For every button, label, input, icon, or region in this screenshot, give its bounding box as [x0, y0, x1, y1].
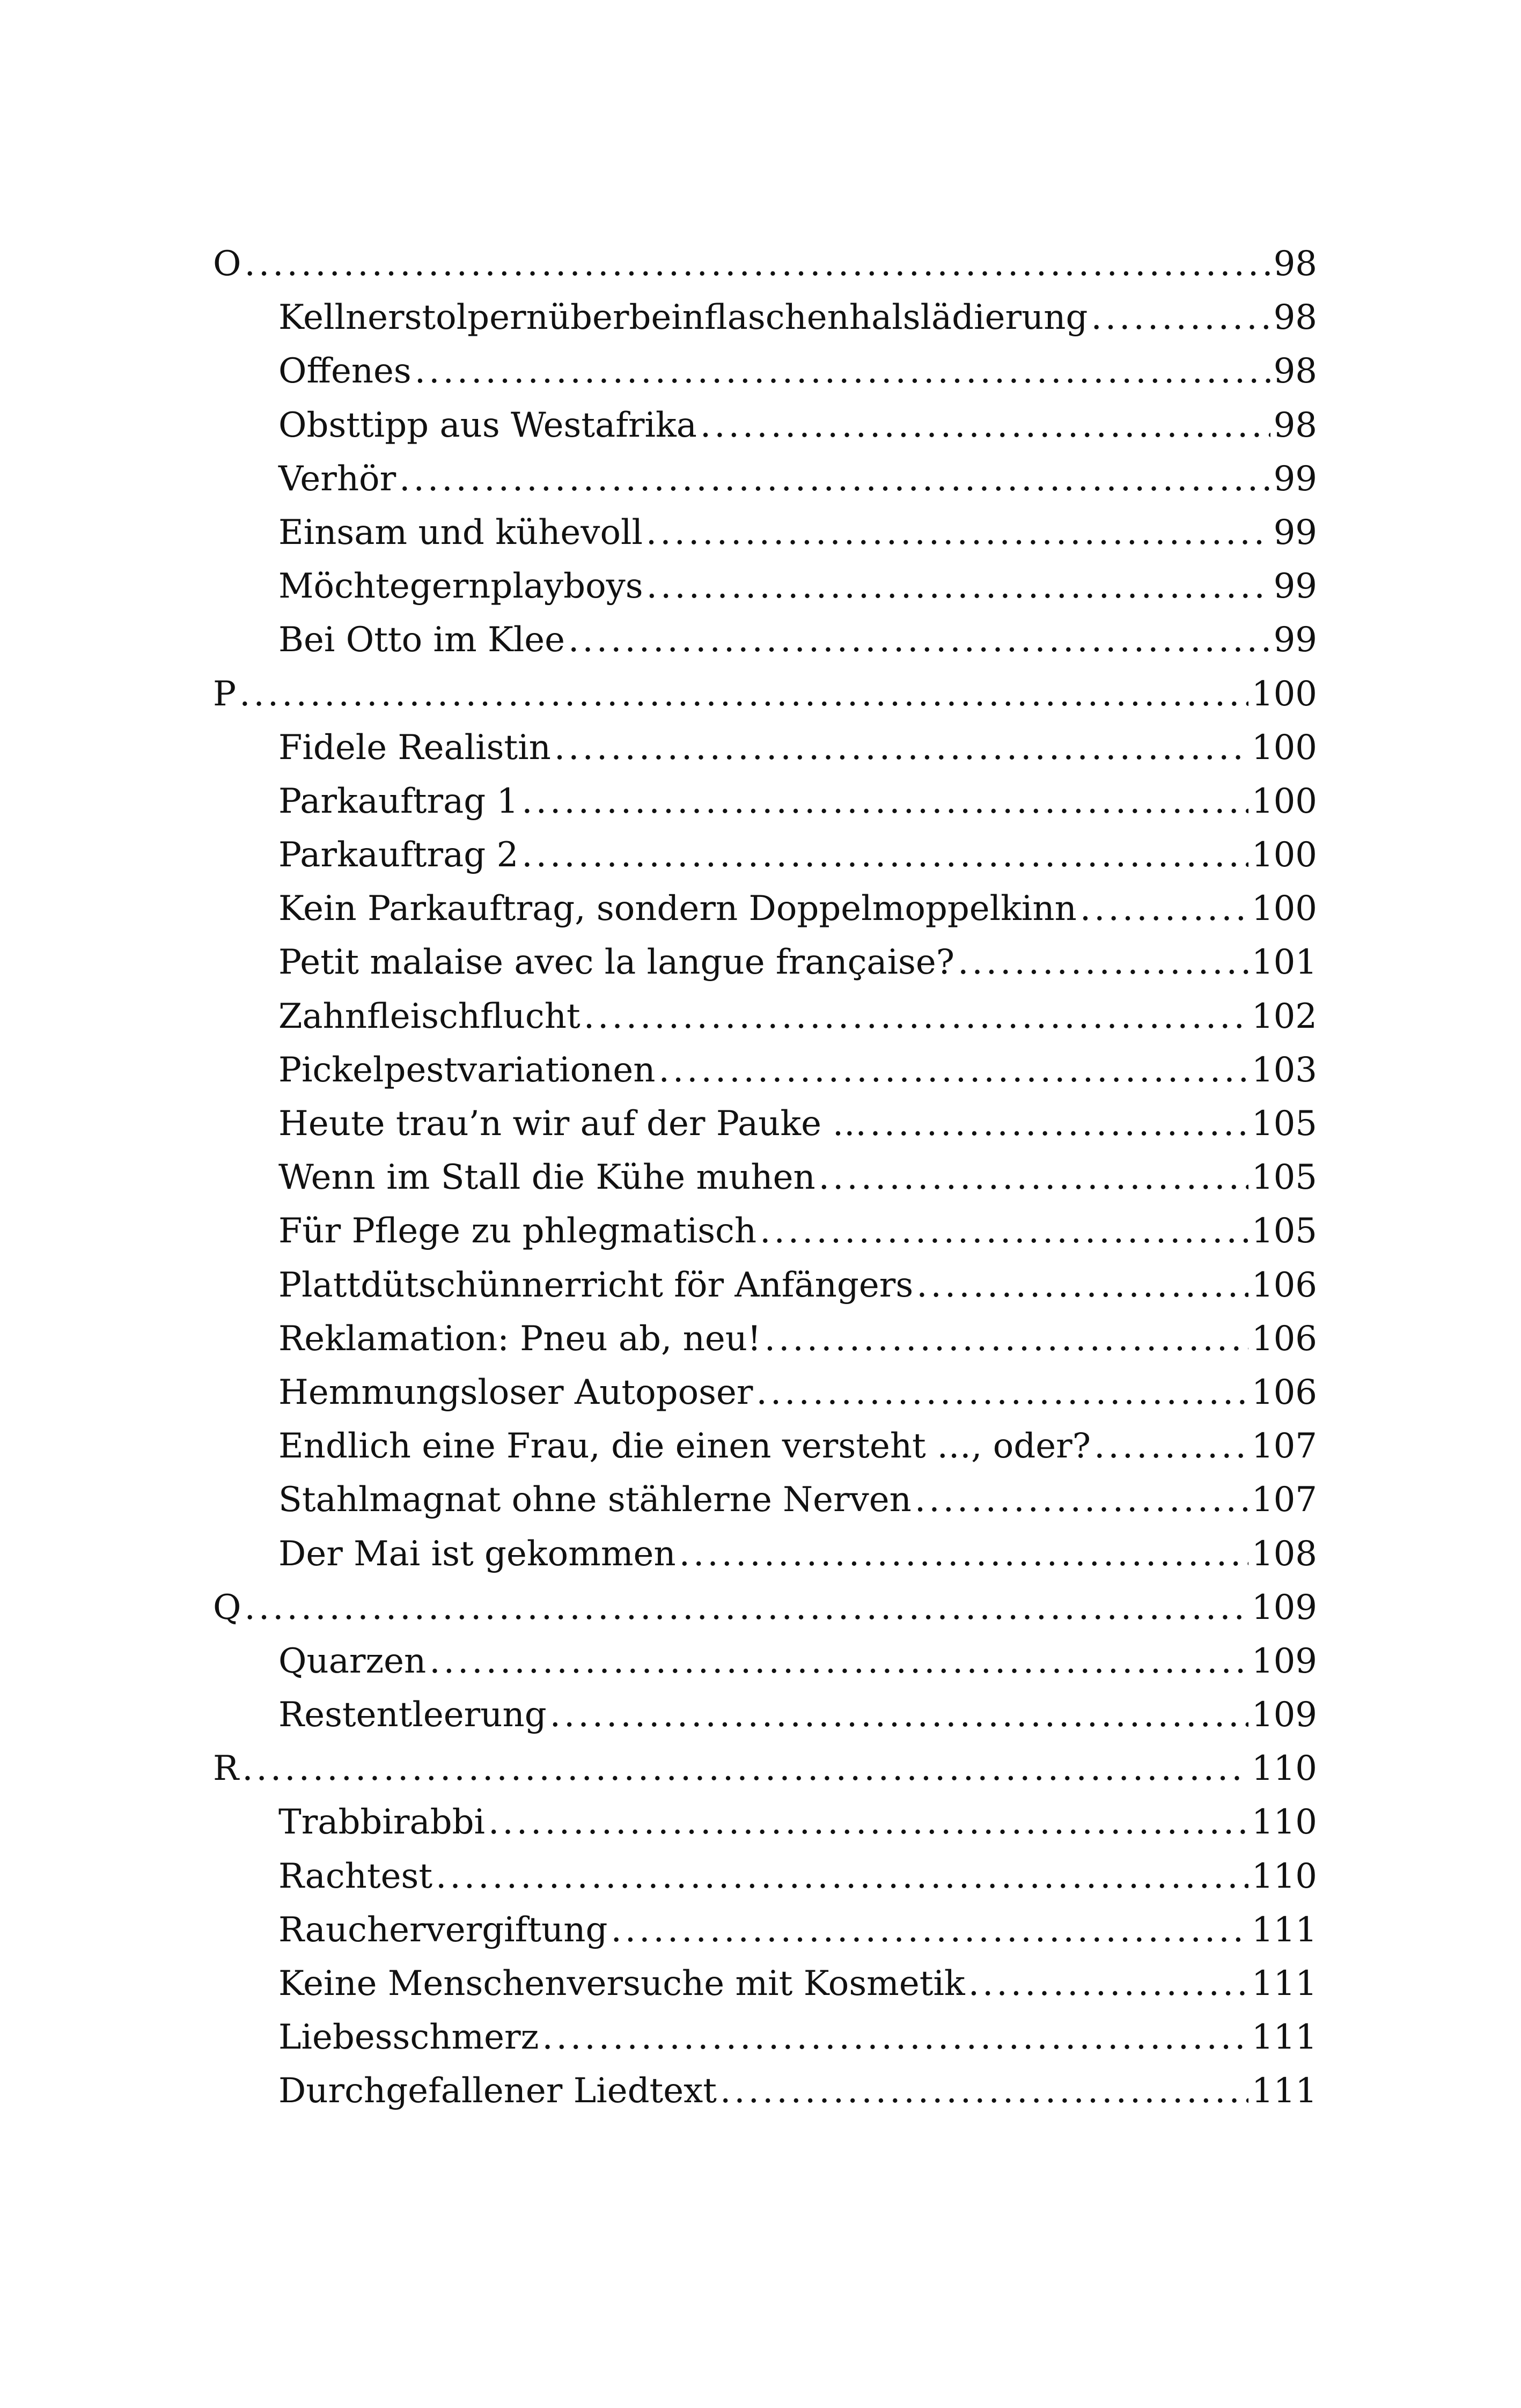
toc-page-number: 99	[1273, 512, 1317, 553]
toc-entry-row	[213, 1043, 1317, 1097]
toc-page-number: 109	[1251, 1641, 1317, 1681]
toc-entry-title: Für Pflege zu phlegmatisch	[278, 1211, 757, 1251]
toc-entry-title: Liebesschmerz	[278, 2017, 539, 2058]
toc-entry-row	[213, 1634, 1317, 1688]
dot-leader	[521, 775, 1248, 828]
toc-entry-row	[213, 1850, 1317, 1903]
toc-entry-title: Restentleerung	[278, 1695, 547, 1735]
toc-entry-row	[213, 399, 1317, 452]
dot-leader	[646, 506, 1270, 559]
toc-page-number: 105	[1251, 1104, 1317, 1144]
toc-entry-title: Parkauftrag 1	[278, 781, 519, 821]
toc-page-number: 109	[1251, 1695, 1317, 1735]
toc-page-number: 105	[1251, 1158, 1317, 1198]
dot-leader	[611, 1903, 1248, 1957]
toc-page-number: 106	[1251, 1319, 1317, 1359]
toc-entry-row	[213, 721, 1317, 775]
toc-entry-title: Pickelpestvariationen	[278, 1050, 656, 1090]
toc-entry-title: Trabbirabbi	[278, 1802, 485, 1843]
toc-entry-title: Einsam und kühevoll	[278, 512, 643, 553]
toc-entry-title: Keine Menschenversuche mit Kosmetik	[278, 1964, 965, 2004]
dot-leader	[1094, 1419, 1248, 1473]
dot-leader	[646, 559, 1270, 613]
toc-page-number: 106	[1251, 1372, 1317, 1412]
dot-leader	[679, 1527, 1248, 1581]
toc-entry-title: Reklamation: Pneu ab, neu!	[278, 1319, 761, 1359]
dot-leader	[568, 613, 1270, 667]
toc-page-number: 98	[1273, 298, 1317, 338]
toc-page-number: 107	[1251, 1480, 1317, 1520]
toc-entry-title: Quarzen	[278, 1641, 427, 1681]
dot-leader	[760, 1204, 1248, 1258]
dot-leader	[244, 237, 1270, 291]
toc-entry-row	[213, 1151, 1317, 1204]
toc-entry-row	[213, 1688, 1317, 1742]
toc-entry-title: Wenn im Stall die Kühe muhen	[278, 1158, 815, 1198]
toc-page-number: 100	[1251, 727, 1317, 768]
toc-page-number: 111	[1251, 1910, 1317, 1950]
toc-section-letter-row	[213, 1581, 1317, 1634]
dot-leader	[550, 1688, 1248, 1742]
toc-entry-row	[213, 936, 1317, 989]
toc-page-number: 106	[1251, 1265, 1317, 1305]
toc-page-number: 108	[1251, 1534, 1317, 1574]
toc-entry-title: Offenes	[278, 351, 412, 392]
toc-entry-title: Verhör	[278, 459, 396, 499]
dot-leader	[658, 1043, 1248, 1097]
toc-section-letter-row	[213, 237, 1317, 291]
toc-entry-row	[213, 1957, 1317, 2011]
toc-entry-row	[213, 882, 1317, 936]
toc-entry-title: Petit malaise avec la langue française?	[278, 942, 955, 983]
toc-page-number: 110	[1251, 1749, 1317, 1789]
dot-leader	[584, 990, 1248, 1043]
toc-page-number: 98	[1273, 351, 1317, 392]
toc-page-number: 105	[1251, 1211, 1317, 1251]
toc-page-number: 107	[1251, 1426, 1317, 1467]
toc-page-number: 100	[1251, 674, 1317, 714]
toc-entry-row	[213, 2064, 1317, 2118]
dot-leader	[399, 452, 1270, 506]
toc-page-number: 110	[1251, 1856, 1317, 1896]
toc-section-letter: O	[213, 244, 241, 284]
toc-entry-title: Rauchervergiftung	[278, 1910, 608, 1950]
dot-leader	[870, 1097, 1248, 1151]
toc-entry-row	[213, 1473, 1317, 1527]
toc-entry-title: Rachtest	[278, 1856, 433, 1896]
toc-page-number: 109	[1251, 1587, 1317, 1628]
dot-leader	[958, 936, 1248, 989]
toc-section-letter-row	[213, 667, 1317, 721]
toc-entry-row	[213, 775, 1317, 828]
toc-page-number: 100	[1251, 781, 1317, 821]
toc-entry-row	[213, 828, 1317, 882]
toc-entry-row	[213, 344, 1317, 398]
toc-page-number: 99	[1273, 566, 1317, 607]
dot-leader	[916, 1258, 1248, 1312]
toc-entry-title: Fidele Realistin	[278, 727, 551, 768]
toc-page-number: 111	[1251, 2017, 1317, 2058]
toc-entry-row	[213, 559, 1317, 613]
toc-entry-row	[213, 1795, 1317, 1849]
toc-page-number: 111	[1251, 1964, 1317, 2004]
dot-leader	[488, 1795, 1248, 1849]
dot-leader	[554, 721, 1248, 775]
toc-entry-title: Möchtegernplayboys	[278, 566, 643, 607]
toc-entry-title: Durchgefallener Liedtext	[278, 2071, 717, 2111]
dot-leader	[765, 1312, 1248, 1366]
toc-entry-title: Stahlmagnat ohne stählerne Nerven	[278, 1480, 912, 1520]
table-of-contents	[213, 237, 1317, 2118]
dot-leader	[1080, 882, 1248, 936]
dot-leader	[239, 667, 1248, 721]
toc-entry-title: Endlich eine Frau, die einen versteht …, oder?	[278, 1426, 1091, 1467]
dot-leader	[720, 2064, 1248, 2118]
toc-entry-title: Kein Parkauftrag, sondern Doppelmoppelkinn	[278, 889, 1077, 929]
toc-section-letter: P	[213, 674, 237, 714]
dot-leader	[968, 1957, 1248, 2011]
toc-page-number: 100	[1251, 835, 1317, 875]
toc-entry-row	[213, 2011, 1317, 2064]
toc-entry-title: Der Mai ist gekommen	[278, 1534, 676, 1574]
toc-page-number: 99	[1273, 459, 1317, 499]
toc-entry-row	[213, 452, 1317, 506]
toc-page-number: 101	[1251, 942, 1317, 983]
toc-entry-row	[213, 990, 1317, 1043]
dot-leader	[819, 1151, 1248, 1204]
toc-section-letter: Q	[213, 1587, 241, 1628]
toc-section-letter-row	[213, 1742, 1317, 1795]
dot-leader	[1091, 291, 1270, 344]
dot-leader	[542, 2011, 1248, 2064]
toc-entry-title: Heute trau’n wir auf der Pauke …	[278, 1104, 867, 1144]
toc-entry-row	[213, 291, 1317, 344]
toc-entry-title: Hemmungsloser Autoposer	[278, 1372, 753, 1412]
toc-entry-row	[213, 1903, 1317, 1957]
dot-leader	[521, 828, 1248, 882]
toc-page-number: 99	[1273, 620, 1317, 660]
toc-entry-title: Parkauftrag 2	[278, 835, 519, 875]
toc-section-letter: R	[213, 1749, 239, 1789]
dot-leader	[429, 1634, 1248, 1688]
toc-entry-title: Kellnerstolpernüberbeinflaschenhalslädierung	[278, 298, 1088, 338]
toc-entry-row	[213, 613, 1317, 667]
toc-page-number: 103	[1251, 1050, 1317, 1090]
dot-leader	[436, 1850, 1248, 1903]
toc-page-number: 111	[1251, 2071, 1317, 2111]
toc-page-number: 100	[1251, 889, 1317, 929]
toc-page-number: 98	[1273, 405, 1317, 445]
dot-leader	[415, 344, 1270, 398]
toc-entry-title: Obsttipp aus Westafrika	[278, 405, 697, 445]
dot-leader	[915, 1473, 1248, 1527]
toc-entry-row	[213, 1258, 1317, 1312]
toc-entry-row	[213, 1366, 1317, 1419]
toc-entry-row	[213, 1097, 1317, 1151]
toc-entry-row	[213, 1419, 1317, 1473]
dot-leader	[244, 1581, 1248, 1634]
toc-entry-row	[213, 1312, 1317, 1366]
toc-entry-row	[213, 506, 1317, 559]
toc-entry-title: Bei Otto im Klee	[278, 620, 565, 660]
dot-leader	[700, 399, 1270, 452]
toc-entry-title: Zahnfleischflucht	[278, 996, 581, 1036]
toc-page-number: 98	[1273, 244, 1317, 284]
toc-page-number: 110	[1251, 1802, 1317, 1843]
toc-entry-row	[213, 1204, 1317, 1258]
dot-leader	[756, 1366, 1248, 1419]
toc-entry-title: Plattdütschünnerricht för Anfängers	[278, 1265, 914, 1305]
dot-leader	[242, 1742, 1248, 1795]
toc-entry-row	[213, 1527, 1317, 1581]
toc-page-number: 102	[1251, 996, 1317, 1036]
